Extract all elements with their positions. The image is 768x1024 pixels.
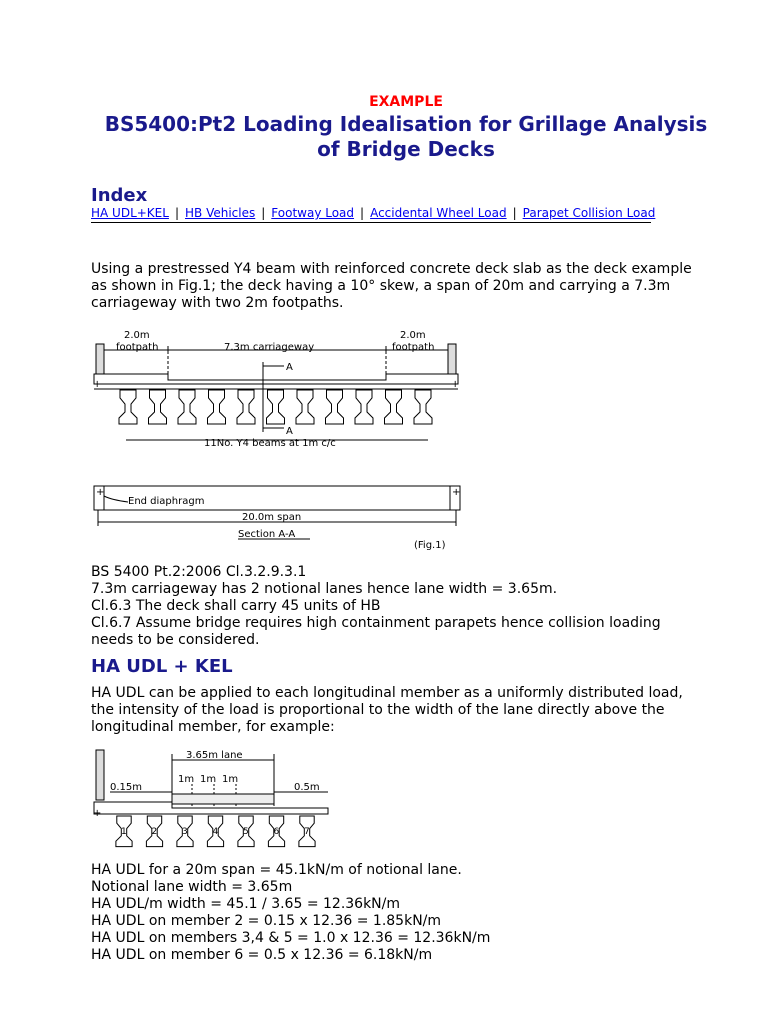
index-separator: | [261,206,266,220]
fig1-beam [385,390,403,424]
page-title-line-2: of Bridge Decks [317,137,495,161]
fig1-beam [237,390,255,424]
calculations-paragraph [91,862,731,964]
index-divider [91,222,651,223]
svg-text:+: + [93,379,102,390]
fig1-section-title: Section A-A [238,529,296,540]
fig2-beam-number: 6 [273,827,280,837]
intro-paragraph [91,261,731,312]
index-separator: | [174,206,179,220]
calc-line: HA UDL for a 20m span = 45.1kN/m of notional lane. [91,862,462,878]
fig1-beams [119,390,432,424]
ha-intro-paragraph [91,685,731,736]
fig1-beam [267,390,285,424]
fig1-beam [119,390,137,424]
fig2-beam-number: 3 [182,827,188,837]
link-accidental-wheel-load[interactable]: Accidental Wheel Load [370,206,507,220]
fig2-beam-number: 2 [151,827,158,837]
calc-line: Notional lane width = 3.65m [91,879,293,895]
note-line: BS 5400 Pt.2:2006 Cl.3.2.9.3.1 [91,564,307,580]
svg-text:+: + [93,808,102,819]
intro-line: carriageway with two 2m footpaths. [91,295,344,311]
fig1-footpath-right-label: footpath [392,342,435,353]
index-separator: | [512,206,517,220]
page-title-line-1: BS5400:Pt2 Loading Idealisation for Grillage Analysis [104,112,708,136]
fig2-beam-number: 5 [243,827,249,837]
note-line: Cl.6.7 Assume bridge requires high containment parapets hence collision loading [91,615,661,631]
index-separator: | [360,206,365,220]
ha-intro-line: HA UDL can be applied to each longitudinal member as a uniformly distributed load, [91,685,683,701]
fig1-deck-cross-section [88,322,468,454]
fig1-beam [149,390,167,424]
calc-line: HA UDL on members 3,4 & 5 = 1.0 x 12.36 = 12.36kN/m [91,930,491,946]
index-heading: Index [91,185,148,206]
note-line: Cl.6.3 The deck shall carry 45 units of HB [91,598,381,614]
fig1-beam [296,390,314,424]
fig2-beam-number: 1 [121,827,127,837]
page-title [60,112,752,162]
link-ha-udl-kel[interactable]: HA UDL+KEL [91,206,169,220]
svg-text:+: + [451,379,460,390]
calc-line: HA UDL on member 2 = 0.15 x 12.36 = 1.85kN/m [91,913,442,929]
fig1-longitudinal-section [88,482,472,554]
ha-udl-kel-heading: HA UDL + KEL [91,656,233,677]
fig1-section-marker-bottom: A [286,426,293,437]
fig2-beam-number: 4 [212,827,219,837]
intro-line: as shown in Fig.1; the deck having a 10° skew, a span of 20m and carrying a 7.3m [91,278,671,294]
fig1-beam [326,390,344,424]
fig2-lane-label: 3.65m lane [186,750,243,761]
fig2-spacing-2: 1m [200,774,217,785]
fig1-caption: (Fig.1) [414,540,446,551]
notes-paragraph [91,564,731,649]
fig2-beams [116,816,315,847]
fig2-spacing-1: 1m [178,774,195,785]
calc-line: HA UDL on member 6 = 0.5 x 12.36 = 6.18kN/m [91,947,433,963]
fig1-section-marker-top: A [286,362,293,373]
fig2-spacing-3: 1m [222,774,239,785]
fig1-footpath-left-label: footpath [116,342,159,353]
fig1-beam [414,390,432,424]
fig2-beam-number: 7 [304,827,310,837]
svg-text:+: + [96,487,105,498]
note-line: needs to be considered. [91,632,260,648]
note-line: 7.3m carriageway has 2 notional lanes hence lane width = 3.65m. [91,581,558,597]
index-links [91,206,655,220]
svg-text:+: + [452,487,461,498]
fig1-span-label: 20.0m span [242,512,302,523]
fig1-beams-label: 11No. Y4 beams at 1m c/c [204,438,336,449]
fig1-beam [178,390,196,424]
fig1-beam [208,390,226,424]
link-hb-vehicles[interactable]: HB Vehicles [185,206,256,220]
fig1-carriageway-label: 7.3m carriageway [224,342,315,353]
fig1-footpath-left-width: 2.0m [124,330,150,341]
fig2-lane-distribution [88,746,338,850]
fig1-footpath-right-width: 2.0m [400,330,426,341]
ha-intro-line: the intensity of the load is proportional to the width of the lane directly above the [91,702,665,718]
fig2-left-offset: 0.15m [110,782,143,793]
fig2-right-offset: 0.5m [294,782,320,793]
fig1-beam [355,390,373,424]
ha-intro-line: longitudinal member, for example: [91,719,335,735]
calc-line: HA UDL/m width = 45.1 / 3.65 = 12.36kN/m [91,896,401,912]
link-footway-load[interactable]: Footway Load [271,206,355,220]
intro-line: Using a prestressed Y4 beam with reinforced concrete deck slab as the deck example [91,261,692,277]
example-label: EXAMPLE [369,94,443,110]
link-parapet-collision-load[interactable]: Parapet Collision Load [522,206,656,220]
fig1-end-diaphragm-label: End diaphragm [128,496,205,507]
